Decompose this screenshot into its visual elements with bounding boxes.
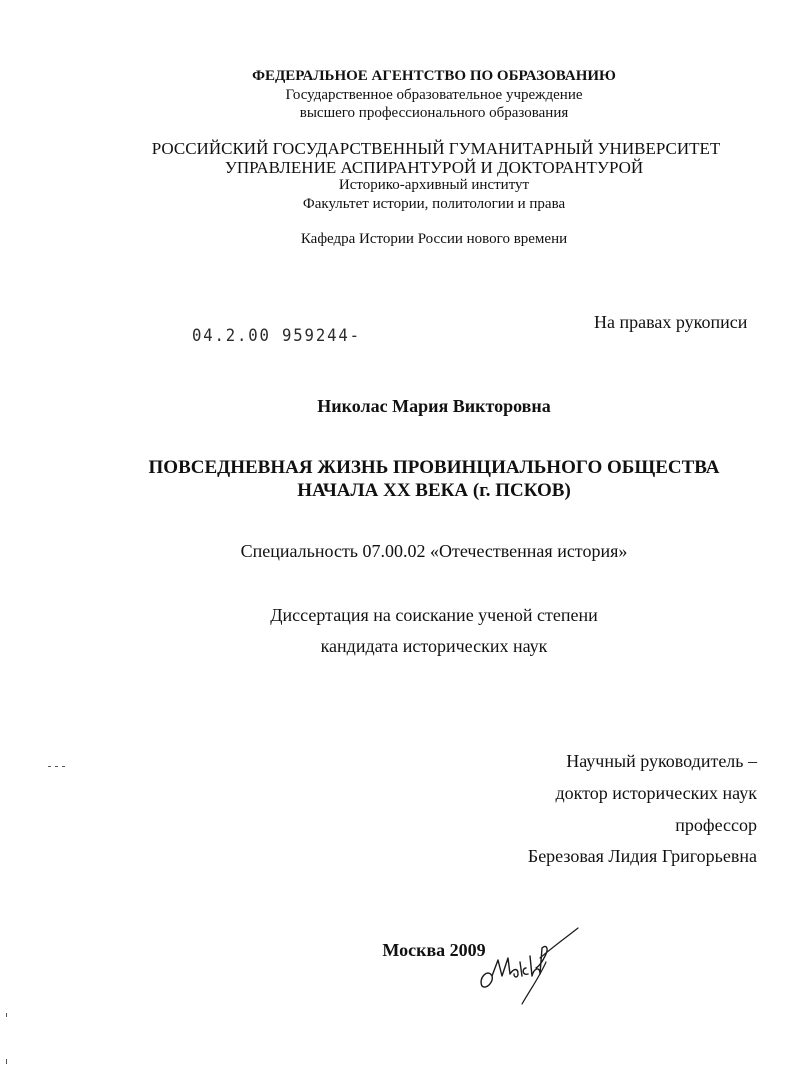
city-year: Москва 2009 [382,940,486,960]
registration-stamp-number: 04.2.00 959244- [192,326,361,346]
supervisor-role: Научный руководитель – [566,751,757,771]
scan-speck [48,766,51,767]
rights-note: На правах рукописи [594,312,748,332]
supervisor-degree: доктор исторических наук [555,783,757,803]
title-line-2: НАЧАЛА XX ВЕКА (г. ПСКОВ) [297,480,571,501]
university-name: РОССИЙСКИЙ ГОСУДАРСТВЕННЫЙ ГУМАНИТАРНЫЙ УНИВЕРСИТЕТ [151,139,721,158]
degree-line-1: Диссертация на соискание ученой степени [270,605,598,625]
faculty-name: Факультет истории, политологии и права [302,196,566,212]
education-level: высшего профессионального образования [299,105,569,121]
institution-type: Государственное образовательное учреждение [285,87,583,103]
scan-speck [55,766,58,767]
scan-speck [6,1059,7,1064]
handwritten-signature [474,918,584,1008]
scan-speck [6,1013,7,1017]
chair-name: Кафедра Истории России нового времени [300,231,568,247]
supervisor-name: Березовая Лидия Григорьевна [527,846,757,866]
author-name: Николас Мария Викторовна [317,396,551,416]
scan-speck [62,766,65,767]
department-name: УПРАВЛЕНИЕ АСПИРАНТУРОЙ И ДОКТОРАНТУРОЙ [224,158,644,177]
degree-line-2: кандидата исторических наук [320,636,548,656]
title-line-1: ПОВСЕДНЕВНАЯ ЖИЗНЬ ПРОВИНЦИАЛЬНОГО ОБЩЕСТВА [148,457,720,478]
institute-name: Историко-архивный институт [338,177,530,193]
supervisor-title: профессор [675,815,757,835]
specialty: Специальность 07.00.02 «Отечественная история» [240,541,628,561]
agency-name: ФЕДЕРАЛЬНОЕ АГЕНТСТВО ПО ОБРАЗОВАНИЮ [252,68,616,84]
